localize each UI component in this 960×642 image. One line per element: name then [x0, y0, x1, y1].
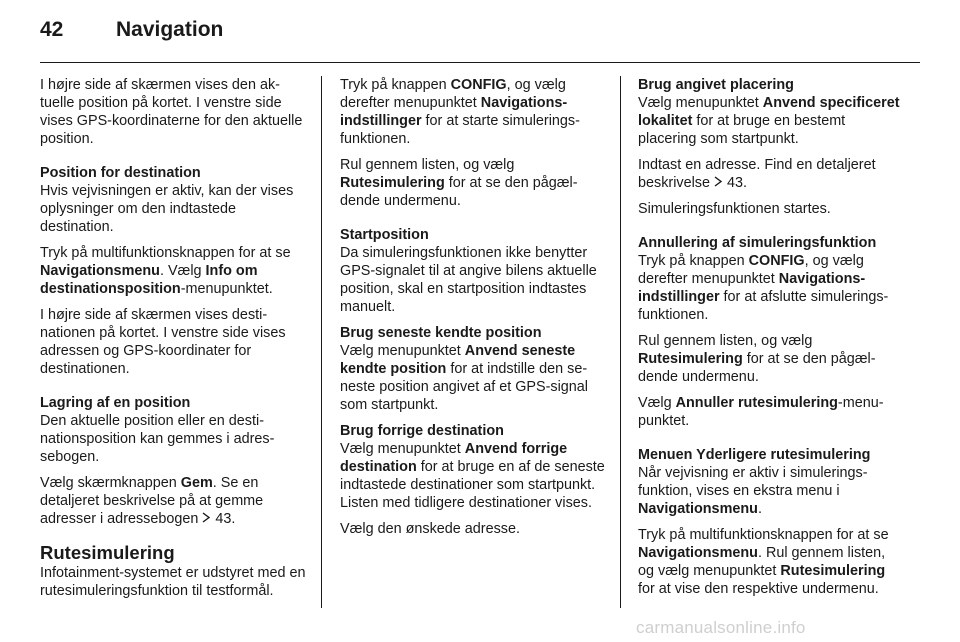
text: Vælg menupunktet — [638, 95, 763, 111]
text: for at starte simuleringsfunktionen. — [340, 113, 580, 147]
text: Tryk på knappen — [340, 77, 451, 93]
menu-term: Anvend seneste kendte position — [340, 343, 576, 377]
page-header — [40, 18, 920, 58]
page-number: 42 — [40, 18, 64, 41]
subheading: Menuen Yderligere rutesimulering — [638, 447, 871, 463]
text: , og vælg derefter menupunktet — [340, 77, 566, 111]
paragraph: I højre side af skærmen vises den aktuelle position på kortet. I venstre side vises GPS-koordinaterne for den aktuelle position. — [40, 77, 303, 147]
paragraph — [638, 94, 904, 148]
text: for at se den pågældende undermenu. — [638, 351, 876, 385]
paragraph — [638, 464, 904, 518]
paragraph — [40, 244, 306, 298]
text: Tryk på multifunktionsknappen for at se — [40, 245, 291, 261]
column-3 — [638, 76, 904, 606]
text: for at bruge en bestemt placering som startpunkt. — [638, 113, 846, 147]
paragraph — [340, 156, 606, 210]
menu-term: Navigationsindstillinger — [638, 271, 866, 305]
text: Indtast en adresse. Find en detaljeret beskrivelse — [638, 157, 876, 191]
page-ref: 43. — [726, 175, 747, 191]
menu-term: Rutesimulering — [340, 175, 445, 191]
text: -menupunktet. — [180, 281, 273, 297]
button-term: CONFIG — [450, 77, 507, 93]
menu-term: Info om destinationsposition — [40, 263, 258, 297]
text: for at vise den respektive undermenu. — [638, 581, 879, 597]
paragraph — [638, 156, 904, 192]
text: . Se en detaljeret beskrivelse på at gemme adresser i adressebogen — [40, 475, 264, 527]
column-divider — [620, 76, 621, 608]
section-heading: Rutesimulering — [40, 542, 175, 563]
text: Vælg menupunktet — [340, 441, 465, 457]
text: Vælg skærmknappen — [40, 475, 181, 491]
subheading: Position for destination — [40, 165, 201, 181]
text: for at afslutte simuleringsfunktionen. — [638, 289, 889, 323]
paragraph — [340, 76, 606, 148]
menu-term: Rutesimulering — [780, 563, 886, 579]
text: . — [757, 501, 762, 517]
paragraph — [638, 526, 904, 598]
text: Når vejvisning er aktiv i simuleringsfunktion, vises en ekstra menu i — [638, 465, 868, 499]
text: Tryk på knappen — [638, 253, 749, 269]
subheading: Startposition — [340, 227, 429, 243]
paragraph: Hvis vejvisningen er aktiv, kan der vises oplysninger om den indtastede destination. — [40, 183, 294, 235]
text: . Vælg — [159, 263, 206, 279]
menu-term: Navigationsmenu — [40, 263, 160, 279]
menu-term: Annuller rutesimulering — [675, 395, 838, 411]
paragraph: Da simuleringsfunktionen ikke benytter GPS-signalet til at angive bilens aktuelle position, skal en startposition indtastes manuelt. — [340, 245, 597, 315]
button-term: Gem — [180, 475, 213, 491]
menu-term: Rutesimulering — [638, 351, 743, 367]
paragraph: Den aktuelle position eller en destinationsposition kan gemmes i adressebogen. — [40, 413, 275, 465]
page-title: Navigation — [116, 18, 224, 41]
column-1 — [40, 76, 306, 608]
subheading: Brug forrige destination — [340, 423, 504, 439]
paragraph — [638, 394, 904, 430]
column-2 — [340, 76, 606, 546]
button-term: CONFIG — [748, 253, 805, 269]
page-ref-icon — [714, 175, 723, 191]
paragraph: Vælg den ønskede adresse. — [340, 521, 520, 537]
text: for at bruge en af de seneste indtastede destinationer som startpunkt. Listen med tidligere destinationer vises. — [340, 459, 605, 511]
paragraph — [40, 474, 306, 528]
paragraph: Infotainment-systemet er udstyret med en rutesimuleringsfunktion til testformål. — [40, 565, 306, 599]
menu-term: Anvend specificeret lokalitet — [638, 95, 900, 129]
text: Vælg — [638, 395, 676, 411]
text: Tryk på multifunktionsknappen for at se — [638, 527, 889, 543]
page-ref-icon — [202, 511, 211, 527]
menu-term: Navigationsmenu — [638, 545, 758, 561]
text: Vælg menupunktet — [340, 343, 465, 359]
column-divider — [321, 76, 322, 608]
subheading: Lagring af en position — [40, 395, 191, 411]
text: for at indstille den seneste position angivet af et GPS-signal som startpunkt. — [340, 361, 588, 413]
text: , og vælg derefter menupunktet — [638, 253, 864, 287]
menu-term: Navigationsindstillinger — [340, 95, 568, 129]
paragraph — [638, 252, 904, 324]
text: Rul gennem listen, og vælg — [340, 157, 515, 173]
subheading: Brug angivet placering — [638, 77, 794, 93]
paragraph — [340, 440, 606, 512]
text: -menupunktet. — [638, 395, 884, 429]
menu-term: Anvend forrige destination — [340, 441, 568, 475]
paragraph: Simuleringsfunktionen startes. — [638, 201, 831, 217]
subheading: Annullering af simuleringsfunktion — [638, 235, 877, 251]
subheading: Brug seneste kendte position — [340, 325, 542, 341]
paragraph — [340, 342, 606, 414]
text: . Rul gennem listen, og vælg menupunktet — [638, 545, 886, 579]
menu-term: Navigationsmenu — [638, 501, 758, 517]
page-ref: 43. — [215, 511, 236, 527]
text: Rul gennem listen, og vælg — [638, 333, 813, 349]
paragraph: I højre side af skærmen vises destinationen på kortet. I venstre side vises adressen og GPS-koordinater for destinationen. — [40, 307, 286, 377]
watermark: carmanualsonline.info — [636, 618, 806, 637]
header-rule — [40, 62, 920, 63]
text: for at se den pågældende undermenu. — [340, 175, 578, 209]
paragraph — [638, 332, 904, 386]
